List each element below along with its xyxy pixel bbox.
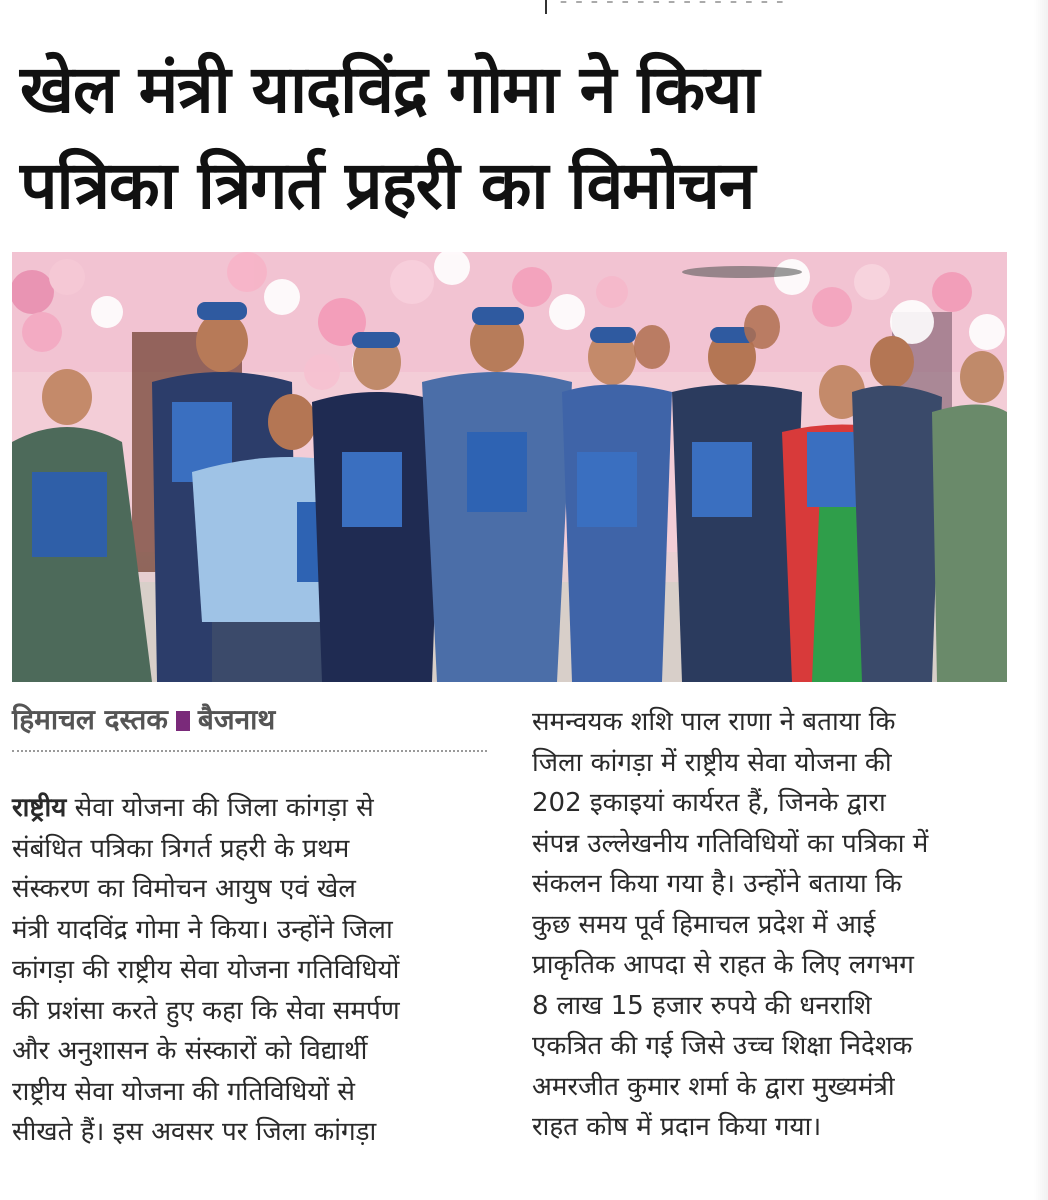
- article-column-left: [12, 788, 490, 1153]
- article-column-right: [532, 702, 1010, 1148]
- page-edge: [1034, 0, 1048, 1200]
- paragraph-line: संकलन किया गया है। उन्होंने बताया कि: [532, 869, 902, 899]
- paragraph-line: संबंधित पत्रिका त्रिगर्त प्रहरी के प्रथम: [12, 833, 350, 864]
- headline: [20, 42, 1020, 234]
- byline-source: हिमाचल दस्तक: [12, 703, 168, 736]
- paragraph-line: मंत्री यादविंद्र गोमा ने किया। उन्होंने जिला: [12, 914, 393, 945]
- byline-separator: [176, 711, 190, 731]
- paragraph-line: समन्वयक शशि पाल राणा ने बताया कि: [532, 707, 896, 737]
- group-photo-illustration: [12, 252, 1007, 682]
- paragraph-line: कुछ समय पूर्व हिमाचल प्रदेश में आई: [532, 909, 876, 940]
- paragraph-line: कांगड़ा की राष्ट्रीय सेवा योजना गतिविधियों: [12, 955, 400, 985]
- line-text: सेवा योजना की जिला कांगड़ा से: [66, 793, 374, 823]
- cut-off-text: – – – – – – – – – – – – – – –: [560, 0, 786, 10]
- paragraph-line: सीखते हैं। इस अवसर पर जिला कांगड़ा: [12, 1117, 377, 1147]
- byline-place: बैजनाथ: [197, 703, 276, 736]
- paragraph-line: की प्रशंसा करते हुए कहा कि सेवा समर्पण: [12, 995, 400, 1026]
- top-strip: [0, 0, 1048, 18]
- column-rule: [545, 0, 547, 14]
- dotted-divider: [12, 750, 487, 752]
- paragraph-line: अमरजीत कुमार शर्मा के द्वारा मुख्यमंत्री: [532, 1071, 895, 1102]
- paragraph-line: प्राकृतिक आपदा से राहत के लिए लगभग: [532, 950, 914, 980]
- headline-line-1: खेल मंत्री यादविंद्र गोमा ने किया: [20, 51, 759, 128]
- paragraph-line: संपन्न उल्लेखनीय गतिविधियों का पत्रिका में: [532, 828, 929, 859]
- paragraph-line: एकत्रित की गई जिसे उच्च शिक्षा निदेशक: [532, 1031, 913, 1061]
- paragraph-line: राहत कोष में प्रदान किया गया।: [532, 1112, 822, 1142]
- paragraph-line: 8 लाख 15 हजार रुपये की धनराशि: [532, 990, 872, 1021]
- paragraph-line: जिला कांगड़ा में राष्ट्रीय सेवा योजना की: [532, 747, 892, 778]
- paragraph-line: 202 इकाइयां कार्यरत हैं, जिनके द्वारा: [532, 788, 886, 818]
- lead-word: राष्ट्रीय: [12, 793, 67, 823]
- paragraph-line: संस्करण का विमोचन आयुष एवं खेल: [12, 874, 356, 904]
- paragraph-line: [12, 788, 490, 829]
- paragraph-line: राष्ट्रीय सेवा योजना की गतिविधियों से: [12, 1076, 355, 1107]
- headline-line-2: पत्रिका त्रिगर्त प्रहरी का विमोचन: [20, 147, 755, 224]
- paragraph-line: और अनुशासन के संस्कारों को विद्यार्थी: [12, 1036, 368, 1066]
- byline: [12, 700, 275, 738]
- news-photo: [12, 252, 1007, 682]
